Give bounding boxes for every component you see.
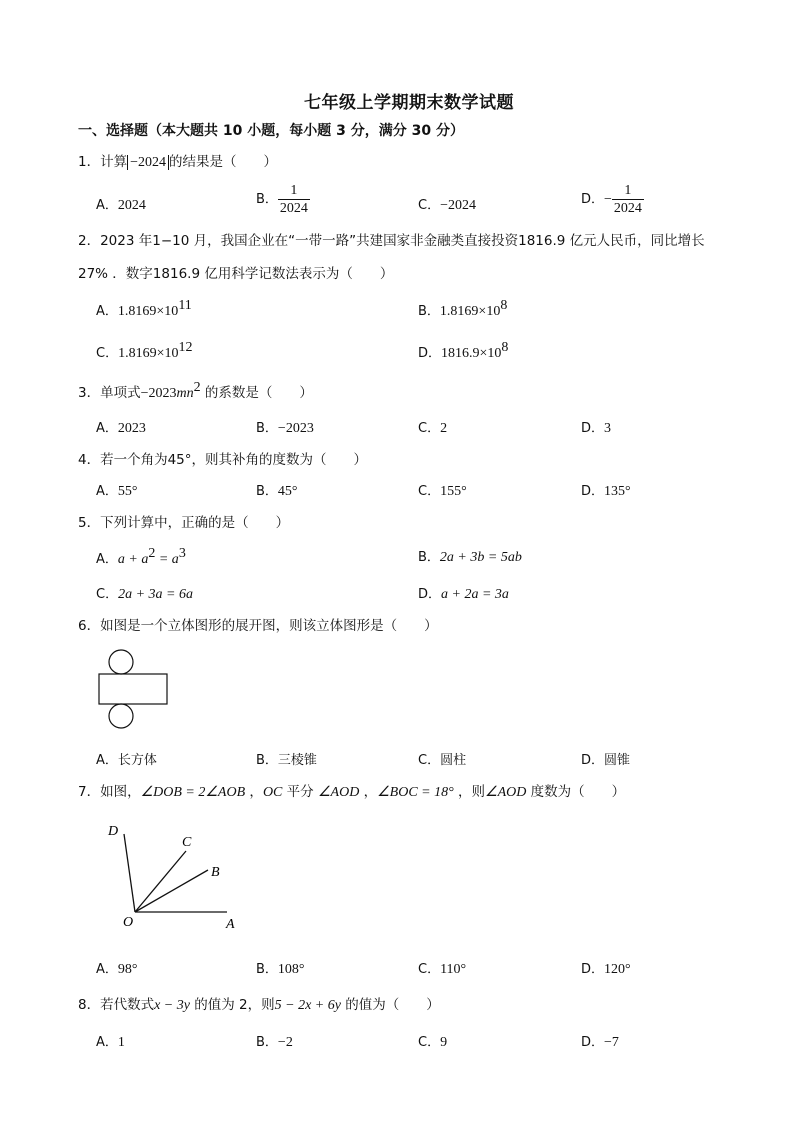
- question-number: 1．: [78, 154, 101, 170]
- q4-option-d: D．135°: [581, 484, 631, 499]
- question-number: 3．: [78, 385, 101, 401]
- bottom-circle: [109, 704, 133, 728]
- q1-option-b: B． $\frac{1}{2024}$: [256, 183, 308, 216]
- page-title: 七年级上学期期末数学试题: [304, 93, 514, 113]
- q3-option-c: C．2: [418, 421, 448, 436]
- q1-option-d: D．− $\frac{1}{2024}$: [581, 183, 642, 216]
- question-3: 3．单项式$-2023mn^2$ 的系数是（ ）: [78, 380, 313, 401]
- q7-option-d: D．120°: [581, 962, 631, 977]
- q4-option-c: C．155°: [418, 484, 467, 499]
- label-o: O: [123, 915, 134, 930]
- question-number: 2．: [78, 233, 101, 249]
- question-text: 的结果是（ ）: [169, 154, 277, 170]
- top-circle: [109, 650, 133, 674]
- fraction: $\frac{1}{2024}$: [279, 183, 308, 216]
- q7-option-a: A．98°: [96, 962, 138, 977]
- question-number: 4．: [78, 452, 101, 468]
- question-text: 计算: [100, 154, 128, 170]
- label-c: C: [182, 835, 192, 850]
- q8-option-c: C．9: [418, 1035, 448, 1050]
- question-number: 6．: [78, 618, 101, 634]
- q1-option-c: C．−2024: [418, 198, 476, 213]
- question-2: [78, 229, 705, 249]
- q7-option-c: C．110°: [418, 962, 467, 977]
- monomial: −2023: [140, 386, 177, 401]
- q2-option-a: A．$1.8169\times 10^{11}$: [96, 298, 192, 319]
- question-4: [78, 448, 367, 468]
- ray-od: [124, 834, 135, 912]
- question-number: 8．: [78, 997, 101, 1013]
- q2-option-b: B．$1.8169\times 10^8$: [418, 298, 508, 319]
- q8-option-a: A．1: [96, 1035, 125, 1050]
- question-8: 8．若代数式x − 3y 的值为 2，则5 − 2x + 6y 的值为（ ）: [78, 997, 440, 1013]
- q8-option-d: D．−7: [581, 1035, 619, 1050]
- q5-option-c: C．2a + 3a = 6a: [96, 587, 193, 602]
- q5-option-d: D．a + 2a = 3a: [418, 587, 509, 602]
- question-number: 7．: [78, 784, 101, 800]
- q6-option-d: D．圆锥: [581, 753, 631, 768]
- label-a: A: [226, 917, 235, 932]
- question-text: 2023 年1−10 月，我国企业在“一带一路”共建国家非金融类直接投资1816.9 亿元人民币，同比增长: [100, 233, 705, 249]
- q5-option-b: B．2a + 3b = 5ab: [418, 550, 522, 565]
- question-5: [78, 511, 289, 531]
- q3-option-d: D．3: [581, 421, 612, 436]
- q1-option-a: A．2024: [96, 198, 146, 213]
- question-6: [78, 614, 438, 634]
- ray-ob: [135, 870, 208, 912]
- rectangle: [99, 674, 167, 704]
- q3-option-b: B．−2023: [256, 421, 314, 436]
- question-text: 的系数是（ ）: [200, 385, 313, 401]
- q7-option-b: B．108°: [256, 962, 305, 977]
- q2-option-d: D．$1816.9\times 10^8$: [418, 340, 509, 361]
- label-b: B: [211, 865, 220, 880]
- q6-option-b: B．三棱锥: [256, 753, 317, 768]
- section-heading: 一、选择题（本大题共 10 小题，每小题 3 分，满分 30 分）: [78, 123, 464, 139]
- q5-option-a: A．$a + a^2 = a^3$: [96, 546, 186, 567]
- question-text: 单项式: [100, 385, 141, 401]
- q3-option-a: A．2023: [96, 421, 146, 436]
- question-1: [78, 150, 277, 171]
- angle-figure: [100, 818, 250, 936]
- q8-option-b: B．−2: [256, 1035, 293, 1050]
- cylinder-net-figure: [95, 645, 175, 733]
- q4-option-b: B．45°: [256, 484, 298, 499]
- question-7: 7．如图，∠DOB = 2∠AOB ，OC 平分 ∠AOD ，∠BOC = 18° ，则∠AOD 度数为（ ）: [78, 784, 626, 800]
- question-2-line-2: 27% ．数字1816.9 亿用科学记数法表示为（ ）: [78, 266, 394, 282]
- question-number: 5．: [78, 515, 101, 531]
- q2-option-c: C．$1.8169\times 10^{12}$: [96, 340, 193, 361]
- q4-option-a: A．55°: [96, 484, 138, 499]
- question-text: 如图是一个立体图形的展开图，则该立体图形是（ ）: [100, 618, 438, 634]
- q6-option-c: C．圆柱: [418, 753, 467, 768]
- absolute-value-expression: −2024: [127, 155, 169, 170]
- fraction: $\frac{1}{2024}$: [613, 183, 642, 216]
- label-d: D: [108, 824, 119, 839]
- question-text: 下列计算中，正确的是（ ）: [100, 515, 290, 531]
- ray-oc: [135, 851, 186, 912]
- question-text: 若一个角为45°，则其补角的度数为（ ）: [100, 452, 368, 468]
- q6-option-a: A．长方体: [96, 753, 157, 768]
